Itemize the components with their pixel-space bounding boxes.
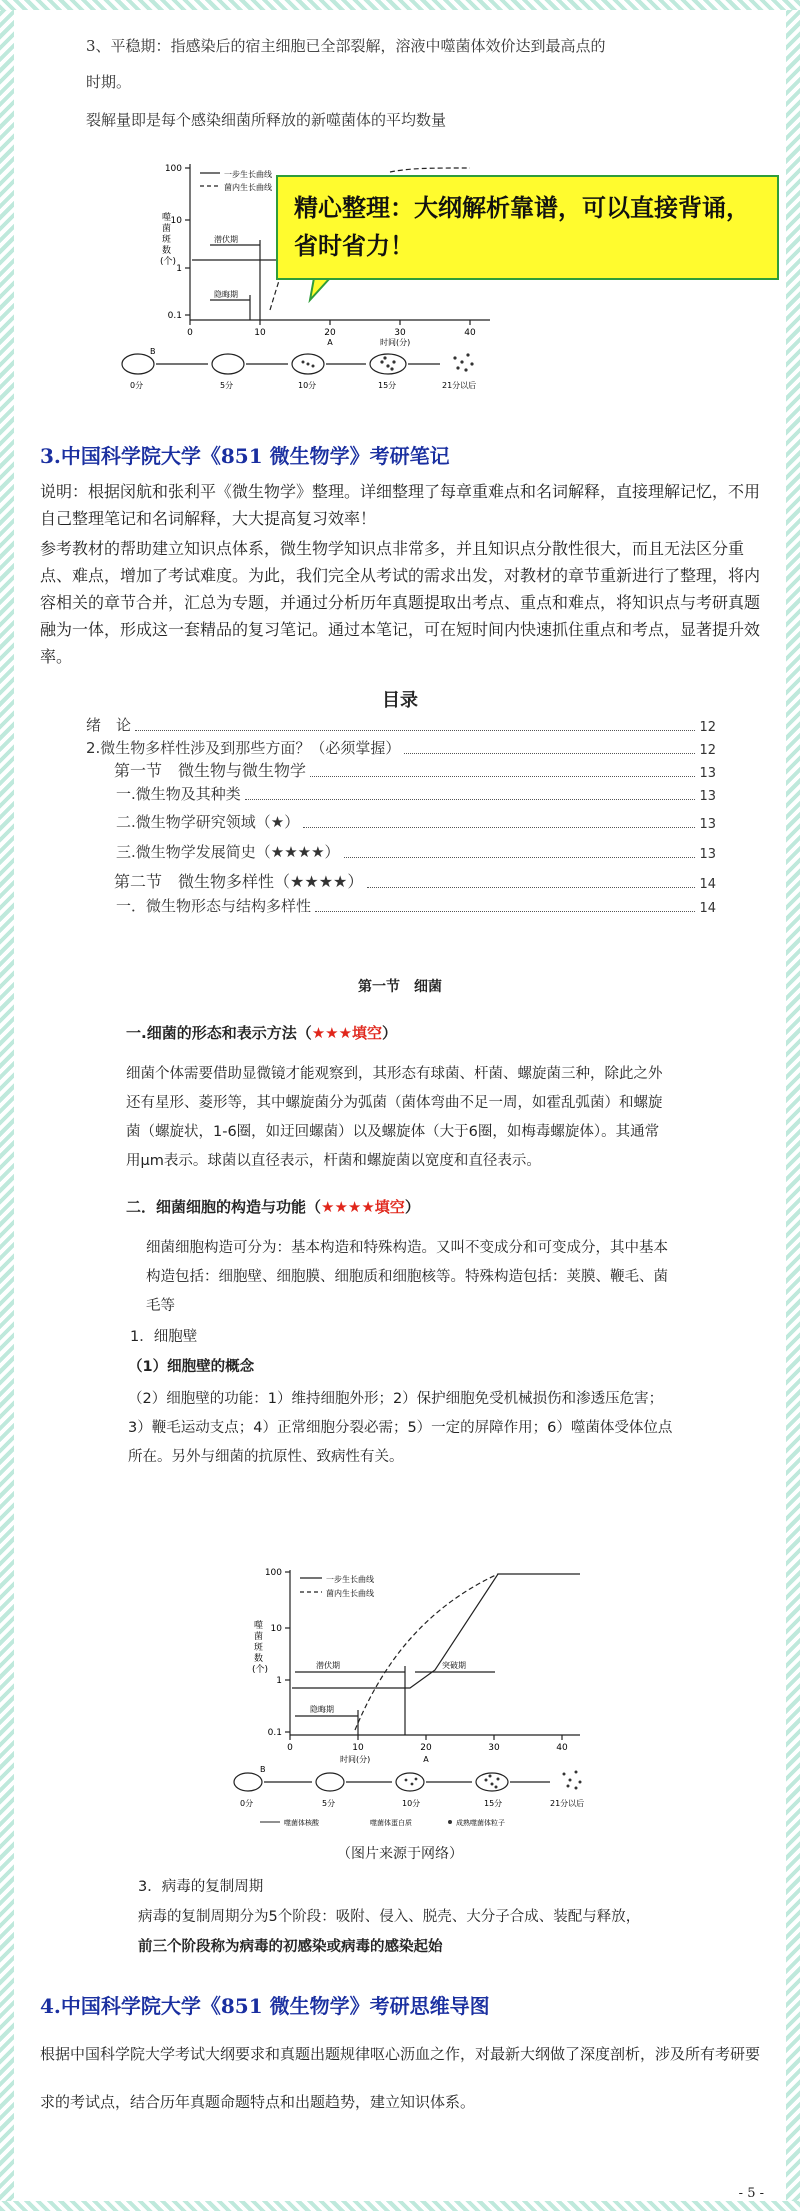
toc-item[interactable]: 第一节 微生物与微生物学 13 (114, 761, 716, 781)
notes-heading-1: 一.细菌的形态和表示方法（★★★填空） (126, 1024, 398, 1042)
section-4-para: 根据中国科学院大学考试大纲要求和真题出题规律呕心沥血之作，对最新大纲做了深度剖析，涉及所有考研要求的考试点，结合历年真题命题特点和出题趋势，建立知识体系。 (40, 2045, 761, 2111)
chart1-stage-0: 0分 (130, 381, 144, 390)
chart1-stage-3: 15分 (378, 381, 397, 390)
chart2-stage-3: 15分 (484, 1799, 503, 1808)
notes-para-1: 细菌个体需要借助显微镜才能观察到，其形态有球菌、杆菌、螺旋菌三种，除此之外还有星形、菱形等，其中螺旋菌分为弧菌（菌体弯曲不足一周，如霍乱弧菌）和螺旋菌（螺旋状，1-6圈，如迂回螺菌）以及螺旋体（大于6圈，如梅毒螺旋体）。其通常用μm表示。球菌以直径表示，杆菌和螺旋菌以宽度和直径表示。 (126, 1066, 663, 1169)
chart2-xtick-0: 0 (287, 1743, 293, 1753)
top-line-2: 时期。 (86, 73, 132, 91)
chart2-key-2: 噬菌体蛋白质 (370, 1819, 412, 1827)
chart1-stage-4: 21分以后 (442, 381, 477, 390)
section-4-title: 4.中国科学院大学《851 微生物学》考研思维导图 (40, 1994, 490, 2018)
chart2-ytick-10: 10 (270, 1624, 282, 1634)
toc-item[interactable]: 一．微生物形态与结构多样性 14 (116, 897, 716, 916)
notes-section-title: 第一节 细菌 (358, 979, 442, 995)
virus-para-1: 3．病毒的复制周期 (138, 1879, 264, 1895)
section-3-para-2: 参考教材的帮助建立知识点体系，微生物学知识点非常多，并且知识点分散性很大，而且无法区分重点、难点，增加了考试难度。为此，我们完全从考试的需求出发，对教材的章节重新进行了整理，将内容相关的章节合并，汇总为专题，并通过分析历年真题提取出考点、重点和难点，将知识点与考研真题融为一体，形成这一套精品的复习笔记。通过本笔记，可在短时间内快速抓住重点和考点，显著提升效率。 (40, 539, 761, 666)
chart2-key-3: 成熟噬菌体粒子 (456, 1819, 505, 1827)
chart1-cell-stages (122, 347, 476, 390)
chart1-label-b: B (150, 347, 156, 356)
chart1-xtick-10: 10 (254, 328, 266, 338)
toc-list (86, 715, 716, 916)
chart2-legend-2: 菌内生长曲线 (326, 1589, 374, 1598)
chart2-stage-1: 5分 (322, 1799, 336, 1808)
chart1-legend-1: 一步生长曲线 (224, 170, 272, 179)
notes-para-4: （1）细胞壁的概念 (128, 1359, 255, 1375)
top-border (0, 0, 800, 10)
toc-item[interactable]: 第二节 微生物多样性（★★★★） 14 (114, 872, 716, 892)
chart2-label-b: B (260, 1765, 266, 1774)
chart2-ytick-100: 100 (264, 1568, 282, 1578)
chart1-phase-2: 隐晦期 (214, 290, 238, 299)
chart2-xtick-10: 10 (352, 1743, 364, 1753)
chart2-xtick-20: 20 (420, 1743, 432, 1753)
chart1-legend-2: 菌内生长曲线 (224, 183, 272, 192)
notes-para-5: （2）细胞壁的功能：1）维持细胞外形；2）保护细胞免受机械损伤和渗透压危害；3）鞭毛运动支点；4）正常细胞分裂必需；5）一定的屏障作用；6）噬菌体受体位点所在。另外与细菌的抗原性、致病性有关。 (128, 1391, 673, 1465)
top-line-3: 裂解量即是每个感染细菌所释放的新噬菌体的平均数量 (86, 111, 447, 129)
chart1-xtick-0: 0 (187, 328, 193, 338)
bottom-border (0, 2201, 800, 2211)
virus-para-3: 前三个阶段称为病毒的初感染或病毒的感染起始 (138, 1939, 443, 1955)
chart2-ytick-0.1: 0.1 (267, 1728, 282, 1738)
chart2-ytick-1: 1 (276, 1676, 282, 1686)
chart1-ytick-10: 10 (170, 216, 182, 226)
chart2-legend-1: 一步生长曲线 (326, 1575, 374, 1584)
chart1-ytick-100: 100 (164, 164, 182, 174)
chart1-xtick-30: 30 (394, 328, 406, 338)
chart2-caption: （图片来源于网络） (337, 1846, 463, 1862)
chart1-ylabel: 噬菌斑数(个) (160, 213, 177, 267)
chart2-phase-2: 突破期 (442, 1661, 466, 1670)
section-3-title: 3.中国科学院大学《851 微生物学》考研笔记 (40, 444, 450, 468)
section-3-para-1: 说明：根据闵航和张利平《微生物学》整理。详细整理了每章重难点和名词解释，直接理解记忆，不用自己整理笔记和名词解释，大大提高复习效率！ (40, 482, 761, 528)
chart2-phase-1: 潜伏期 (316, 1661, 340, 1670)
chart1-phase-1: 潜伏期 (214, 235, 238, 244)
callout-box: 精心整理：大纲解析靠谱，可以直接背诵，省时省力！ (276, 175, 779, 280)
toc-item[interactable]: 2.微生物多样性涉及到那些方面？（必须掌握） 12 (86, 739, 716, 758)
chart2-phase-3: 隐晦期 (310, 1705, 334, 1714)
page-number: - 5 - (738, 2186, 764, 2201)
growth-curve-chart-2 (230, 1560, 610, 1860)
chart2-stage-2: 10分 (402, 1799, 421, 1808)
chart1-ytick-1: 1 (176, 264, 182, 274)
chart2-stage-0: 0分 (240, 1799, 254, 1808)
chart2-xtick-30: 30 (488, 1743, 500, 1753)
chart2-ylabel: 噬菌斑数(个) (252, 1621, 269, 1675)
notes-para-2: 细菌细胞构造可分为：基本构造和特殊构造。又叫不变成分和可变成分，其中基本构造包括：细胞壁、细胞膜、细胞质和细胞核等。特殊构造包括：荚膜、鞭毛、菌毛等 (146, 1240, 668, 1314)
chart2-label-a: A (423, 1755, 429, 1764)
chart1-xtick-40: 40 (464, 328, 476, 338)
toc-title: 目录 (382, 690, 418, 711)
toc-item[interactable]: 绪 论 12 (86, 716, 716, 735)
toc-item[interactable]: 三.微生物学发展简史（★★★★） 13 (116, 843, 716, 862)
chart1-stage-1: 5分 (220, 381, 234, 390)
chart2-xtick-40: 40 (556, 1743, 568, 1753)
chart2-stage-4: 21分以后 (550, 1799, 585, 1808)
notes-para-3: 1．细胞壁 (130, 1329, 198, 1345)
notes-heading-2: 二．细菌细胞的构造与功能（★★★★填空） (126, 1198, 420, 1216)
toc-item[interactable]: 一.微生物及其种类 13 (116, 785, 716, 804)
left-border (0, 0, 14, 2211)
chart1-xlabel: 时间(分) (380, 338, 411, 347)
virus-para-2: 病毒的复制周期分为5个阶段：吸附、侵入、脱壳、大分子合成、装配与释放， (138, 1909, 641, 1925)
toc-item[interactable]: 二.微生物学研究领域（★） 13 (116, 813, 716, 832)
chart1-label-a: A (327, 338, 333, 347)
chart2-cell-stages (234, 1765, 584, 1827)
chart1-xtick-20: 20 (324, 328, 336, 338)
right-border (786, 0, 800, 2211)
chart1-stage-2: 10分 (298, 381, 317, 390)
chart1-ytick-0.1: 0.1 (167, 311, 182, 321)
chart2-xlabel: 时间(分) (340, 1755, 371, 1764)
chart2-key-1: 噬菌体核酸 (284, 1819, 319, 1827)
top-line-1: 3、平稳期：指感染后的宿主细胞已全部裂解，溶液中噬菌体效价达到最高点的 (86, 37, 606, 55)
